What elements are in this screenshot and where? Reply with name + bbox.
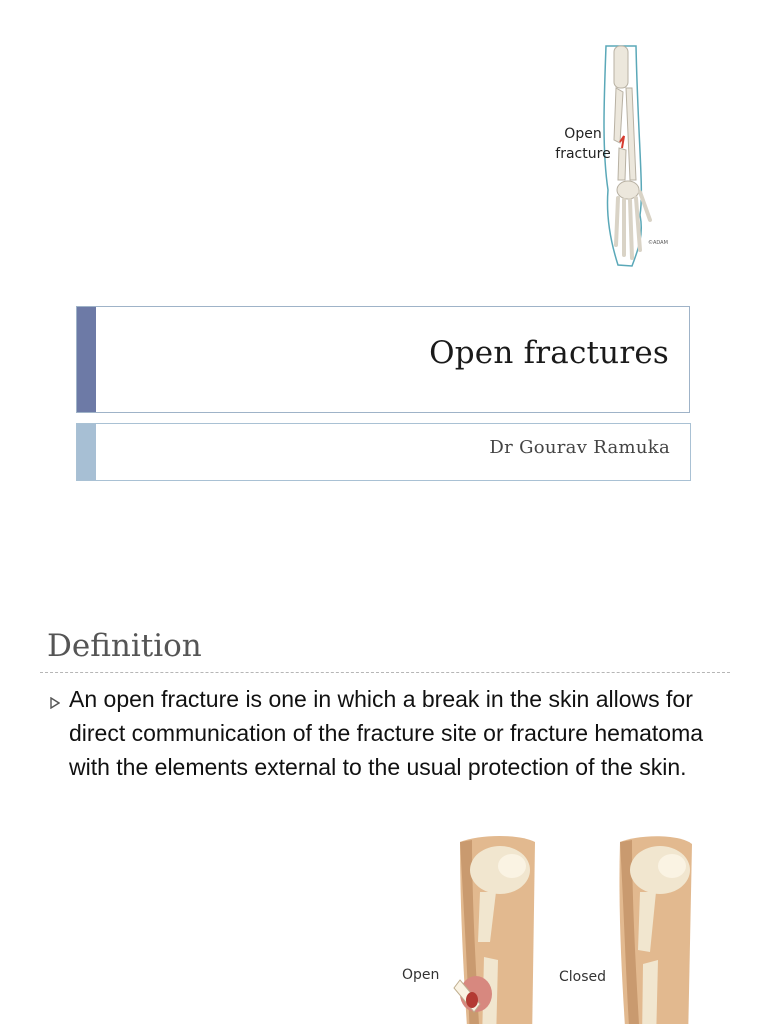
heading-divider	[40, 672, 730, 673]
figure-label-line1: Open	[564, 126, 602, 142]
humerus-bone	[614, 46, 628, 88]
closed-femur-lower	[642, 960, 658, 1024]
figure-label	[548, 124, 618, 164]
subtitle-accent-bar	[77, 424, 96, 480]
closed-label: Closed	[559, 969, 607, 985]
open-label: Open	[402, 967, 440, 983]
definition-slide	[0, 512, 768, 1024]
slide-heading: Definition	[47, 628, 202, 664]
closed-femur-head	[658, 854, 686, 878]
ulna-bone	[626, 88, 636, 180]
title-box	[76, 306, 690, 413]
radius-lower	[618, 148, 626, 180]
figure-label-line2: fracture	[555, 146, 611, 162]
subtitle-box	[76, 423, 691, 481]
figure-credit: ©ADAM	[648, 240, 668, 246]
author-name: Dr Gourav Ramuka	[489, 437, 670, 458]
open-vs-closed-fracture-illustration	[440, 832, 700, 1024]
triangle-bullet-icon	[50, 697, 60, 709]
hand-bones	[616, 192, 650, 258]
title-accent-bar	[77, 307, 96, 412]
definition-bullet: An open fracture is one in which a break in the skin allows for direct communication of the fracture site or fracture hematoma with the elements external to the usual protection of the skin.	[69, 686, 704, 780]
slide-title: Open fractures	[429, 335, 669, 371]
open-wound-core	[466, 992, 478, 1008]
open-femur-head	[498, 854, 526, 878]
